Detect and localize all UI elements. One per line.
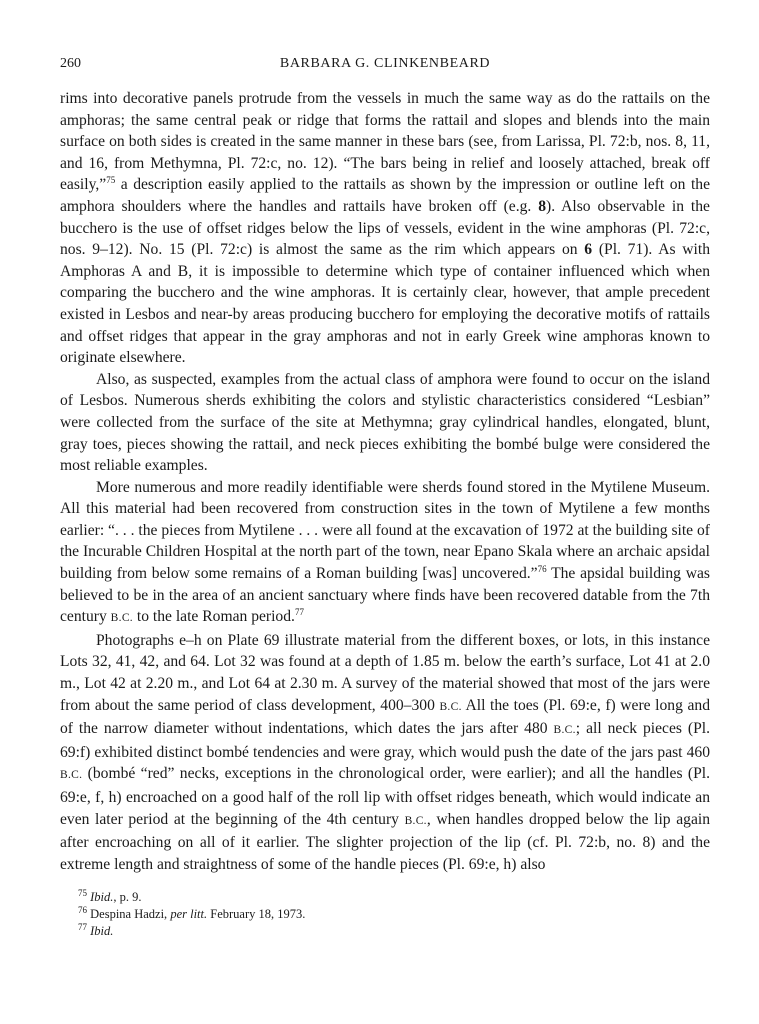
page (60, 56, 710, 940)
running-head: BARBARA G. CLINKENBEARD (279, 56, 491, 71)
page-header (60, 56, 710, 78)
paragraph-1: rims into decorative panels protrude from the vessels in much the same way as do the rattails on the amphoras; the same central peak or ridge that forms the rattail and slopes and blends into the main surface on both sides is created in the same manner in these bars (see, from Larissa, Pl. 72:b, nos. 8, 11, and 16, from Methymna, Pl. 72:c, no. 12). “The bars being in relief and loosely attached, break off easily,”$^{75}$ a description easily applied to the rattails as shown by the impression or outline left on the amphora shoulders where the handles and rattails have broken off (e.g. 8). Also observable in the bucchero is the use of offset ridges below the lips of vessels, evident in the wine amphoras (Pl. 72:c, nos. 9–12). No. 15 (Pl. 72:c) is almost the same as the rim which appears on 6 (Pl. 71). As with Amphoras A and B, it is impossible to determine which type of container influenced which when comparing the bucchero and the wine amphoras. It is certainly clear, however, that ample precedent existed in Lesbos and near-by areas producing bucchero for employing the decorative motifs of rattails and offset ridges that appear in the gray amphoras and not in early Greek wine amphoras known to originate elsewhere. (60, 90, 710, 367)
footnote-77: $^{77}$ Ibid. (78, 922, 114, 939)
footnote-76: $^{76}$ Despina Hadzi, per litt. February 18, 1973. (78, 905, 306, 922)
footnote-75: $^{75}$ Ibid., p. 9. (78, 888, 142, 905)
page-number: 260 (60, 56, 81, 71)
paragraph-3: More numerous and more readily identifiable were sherds found stored in the Mytilene Museum. All this material had been recovered from construction sites in the town of Mytilene a few months earlier: “. . . the pieces from Mytilene . . . were all found at the excavation of 1972 at the building site of the Incurable Children Hospital at the north part of the town, near Epano Skala where an archaic apsidal building from below some remains of a Roman building [was] uncovered.”$^{76}$ The apsidal building was believed to be in the area of an ancient sanctuary where finds have been recovered datable from the 7th century B.C. to the late Roman period.$^{77}$ (60, 478, 710, 626)
figure-ref-8: 8 (538, 197, 546, 215)
paragraph-4: Photographs e–h on Plate 69 illustrate material from the different boxes, or lots, in this instance Lots 32, 41, 42, and 64. Lot 32 was found at a depth of 1.85 m. below the earth’s surface, Lot 41 at 2.0 m., Lot 42 at 2.20 m., and Lot 64 at 2.30 m. A survey of the material showed that most of the jars were from about the same period of class development, 400–300 B.C. All the toes (Pl. 69:e, f) were long and of the narrow diameter without indentations, which dates the jars after 480 B.C.; all neck pieces (Pl. 69:f) exhibited distinct bombé tendencies and were gray, which would push the date of the jars past 460 B.C. (bombé “red” necks, exceptions in the chronological order, were earlier); and all the handles (Pl. 69:e, f, h) encroached on a good half of the roll lip with offset ridges beneath, which would indicate an even later period at the beginning of the 4th century B.C., when handles dropped below the lip again after encroaching on all of it earlier. The slighter projection of the lip (cf. Pl. 72:b, no. 8) and the extreme length and straightness of some of the handle pieces (Pl. 69:e, h) also (60, 631, 710, 873)
footnotes (60, 889, 710, 940)
body-text (60, 88, 710, 875)
footnote-ref-76: 76 (537, 564, 547, 575)
footnote-ref-75: 75 (106, 175, 116, 186)
paragraph-2: Also, as suspected, examples from the actual class of amphora were found to occur on the island of Lesbos. Numerous sherds exhibiting the colors and stylistic characteristics considered “Lesbian” were collected from the surface of the site at Methymna; gray cylindrical handles, elongated, blunt, gray toes, pieces showing the rattail, and neck pieces exhibiting the bombé bulge were considered the most reliable examples. (60, 370, 710, 475)
footnote-ref-77: 77 (294, 607, 304, 618)
figure-ref-6: 6 (584, 241, 593, 259)
